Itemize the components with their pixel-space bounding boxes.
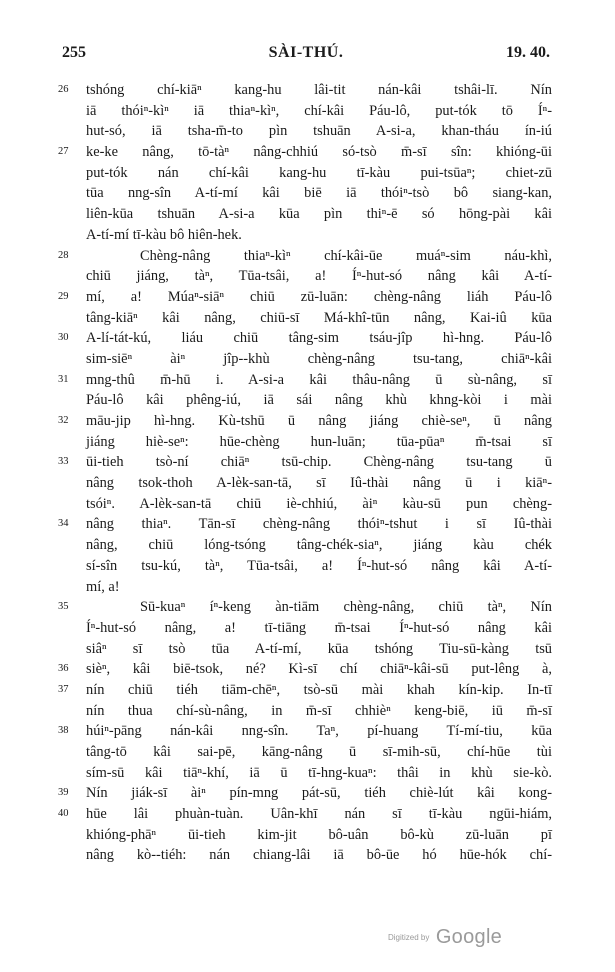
line-text: nâng kò--tiéh: nán chiang-lâi iā bô-ūe hó hūe-hók chí- <box>86 847 552 864</box>
line-text: siâⁿ sī tsò tūa A-tí-mí, kūa tshóng Tiu-sū-kàng tsū <box>86 640 552 657</box>
text-line <box>58 225 558 246</box>
text-line <box>58 639 558 660</box>
digitized-watermark <box>388 926 502 949</box>
text-line <box>58 432 558 453</box>
text-line <box>58 204 558 225</box>
text-line <box>58 514 558 535</box>
line-text: hut-só, iā tsha-m̄-to pìn tshuān A-si-a, khan-tháu ín-iú <box>86 123 552 140</box>
verse-number: 37 <box>58 683 69 695</box>
verse-number: 38 <box>58 725 69 737</box>
text-line <box>58 121 558 142</box>
text-line <box>58 308 558 329</box>
text-line <box>58 680 558 701</box>
text-line <box>58 183 558 204</box>
text-line <box>58 328 558 349</box>
line-text: mí, a! Múaⁿ-siāⁿ chiū zū-luān: chèng-nâng liáh Páu-lô <box>86 288 552 305</box>
line-text: liên-kūa tshuān A-si-a kūa pìn thiⁿ-ē só hōng-pài kâi <box>86 206 552 223</box>
page-number: 255 <box>62 44 86 61</box>
line-text: ke-ke nâng, tō-tàⁿ nâng-chhiú só-tsò m̄-sī sîn: khióng-ūi <box>86 144 552 161</box>
line-text: māu-jip hì-hng. Kù-tshū ū nâng jiáng chiè-seⁿ, ū nâng <box>86 413 552 429</box>
text-line <box>58 452 558 473</box>
text-line <box>58 80 558 101</box>
line-text: nâng tsok-thoh A-lèk-san-tā, sī Iû-thài nâng ū i kiāⁿ- <box>86 475 552 492</box>
text-line <box>58 142 558 163</box>
text-body <box>58 80 558 866</box>
verse-number: 40 <box>58 808 69 820</box>
line-text: chiū jiáng, tàⁿ, Tūa-tsâi, a! Íⁿ-hut-só nâng kâi A-tí- <box>86 268 552 285</box>
line-text: sím-sū kâi tiāⁿ-khí, iā ū tī-hng-kuaⁿ: thâi in khù sie-kò. <box>86 764 552 781</box>
verse-number: 30 <box>58 332 69 344</box>
line-text: Chèng-nâng thiaⁿ-kìⁿ chí-kâi-ūe muáⁿ-sim náu-khì, <box>140 247 552 264</box>
line-text: tshóng chí-kiāⁿ kang-hu lâi-tit nán-kâi tshâi-lī. Nín <box>86 82 552 98</box>
text-line <box>58 701 558 722</box>
text-line <box>58 101 558 122</box>
text-line <box>58 535 558 556</box>
text-line <box>58 390 558 411</box>
text-line <box>58 556 558 577</box>
book-title: SÀI-THÚ. <box>268 44 344 61</box>
text-line <box>58 845 558 866</box>
text-line <box>58 411 558 432</box>
text-line <box>58 783 558 804</box>
line-text: Sū-kuaⁿ íⁿ-keng àn-tiām chèng-nâng, chiū tàⁿ, Nín <box>140 599 552 616</box>
line-text: nín chiū tiéh tiām-chēⁿ, tsò-sū mài khah kín-kip. In-tī <box>86 681 552 698</box>
text-line <box>58 763 558 784</box>
text-line <box>58 659 558 680</box>
text-line <box>58 597 558 618</box>
chapter-verse-reference: 19. 40. <box>506 44 550 61</box>
verse-number: 35 <box>58 601 69 613</box>
line-text: tūa nng-sîn A-tí-mí kâi biē iā thóiⁿ-tsò bô siang-kan, <box>86 185 552 202</box>
verse-number: 28 <box>58 249 69 261</box>
verse-number: 31 <box>58 373 69 385</box>
verse-number: 29 <box>58 290 69 302</box>
line-text: A-tí-mí tī-kàu bô hiên-hek. <box>86 226 242 243</box>
line-text: jiáng hiè-seⁿ: hūe-chèng hun-luān; tūa-pūaⁿ m̄-tsai sī <box>86 433 552 450</box>
line-text: nâng thiaⁿ. Tān-sī chèng-nâng thóiⁿ-tshut i sī Iû-thài <box>86 516 552 533</box>
line-text: húiⁿ-pāng nán-kâi nng-sîn. Taⁿ, pí-huang Tí-mí-tiu, kūa <box>86 723 552 740</box>
google-logo: Google <box>435 926 503 948</box>
text-line <box>58 494 558 515</box>
text-line <box>58 721 558 742</box>
verse-number: 39 <box>58 787 69 799</box>
verse-number: 26 <box>58 84 69 95</box>
text-line <box>58 618 558 639</box>
line-text: Íⁿ-hut-só nâng, a! tī-tiāng m̄-tsai Íⁿ-hut-só nâng kâi <box>86 619 552 636</box>
text-line <box>58 246 558 267</box>
line-text: khióng-phāⁿ ūi-tieh kim-jit bô-uân bô-kù zū-luān pī <box>86 826 552 843</box>
line-text: A-lí-tát-kú, liáu chiū tâng-sim tsáu-jîp hì-hng. Páu-lô <box>86 330 552 347</box>
line-text: sí-sîn tsu-kú, tàⁿ, Tūa-tsâi, a! Íⁿ-hut-só nâng kâi A-tí- <box>86 557 552 574</box>
text-line <box>58 163 558 184</box>
line-text: mng-thû m̄-hū i. A-si-a kâi thâu-nâng ū sù-nâng, sī <box>86 371 552 388</box>
text-line <box>58 287 558 308</box>
text-line <box>58 577 558 598</box>
line-text: mí, a! <box>86 578 120 595</box>
line-text: sièⁿ, kâi biē-tsok, né? Kì-sī chí chiāⁿ-kâi-sū put-lêng à, <box>86 661 552 678</box>
line-text: tâng-kiāⁿ kâi nâng, chiū-sī Má-khî-tūn nâng, Kai-iû kūa <box>86 309 552 326</box>
verse-number: 34 <box>58 518 69 530</box>
running-header <box>62 44 550 66</box>
text-line <box>58 266 558 287</box>
line-text: ūi-tieh tsò-ní chiāⁿ tsū-chip. Chèng-nâng tsu-tang ū <box>86 454 552 471</box>
verse-number: 36 <box>58 663 69 675</box>
line-text: hūe lâi phuàn-tuàn. Uân-khī nán sī tī-kàu ngūi-hiám, <box>86 806 552 823</box>
line-text: sim-siēⁿ àiⁿ jîp--khù chèng-nâng tsu-tang, chiāⁿ-kâi <box>86 350 552 367</box>
line-text: Nín jiák-sī àiⁿ pín-mng pát-sū, tiéh chiè-lút kâi kong- <box>86 785 552 802</box>
line-text: nín thua chí-sù-nâng, in m̄-sī chhièⁿ keng-biē, iū m̄-sī <box>86 702 552 719</box>
line-text: iā thóiⁿ-kìⁿ iā thiaⁿ-kìⁿ, chí-kâi Páu-lô, put-tók tō Íⁿ- <box>86 102 552 119</box>
line-text: tâng-tō kâi sai-pē, kāng-nâng ū sī-mih-sū, chí-hūe tùi <box>86 744 552 760</box>
line-text: nâng, chiū lóng-tsóng tâng-chék-siaⁿ, jiáng kàu chék <box>86 537 552 554</box>
line-text: tsóiⁿ. A-lèk-san-tā chiū iè-chhiú, àiⁿ kàu-sū pun chèng- <box>86 495 552 512</box>
digitized-by-label: Digitized by <box>388 933 430 942</box>
text-line <box>58 473 558 494</box>
text-line <box>58 349 558 370</box>
line-text: put-tók nán chí-kâi kang-hu tī-kàu pui-tsūaⁿ; chiet-zū <box>86 164 552 181</box>
line-text: Páu-lô kâi phêng-iú, iā sái nâng khù khng-kòi i mài <box>86 392 552 409</box>
text-line <box>58 742 558 763</box>
text-line <box>58 804 558 825</box>
verse-number: 27 <box>58 146 69 158</box>
verse-number: 33 <box>58 456 69 468</box>
verse-number: 32 <box>58 415 69 426</box>
text-line <box>58 825 558 846</box>
text-line <box>58 370 558 391</box>
